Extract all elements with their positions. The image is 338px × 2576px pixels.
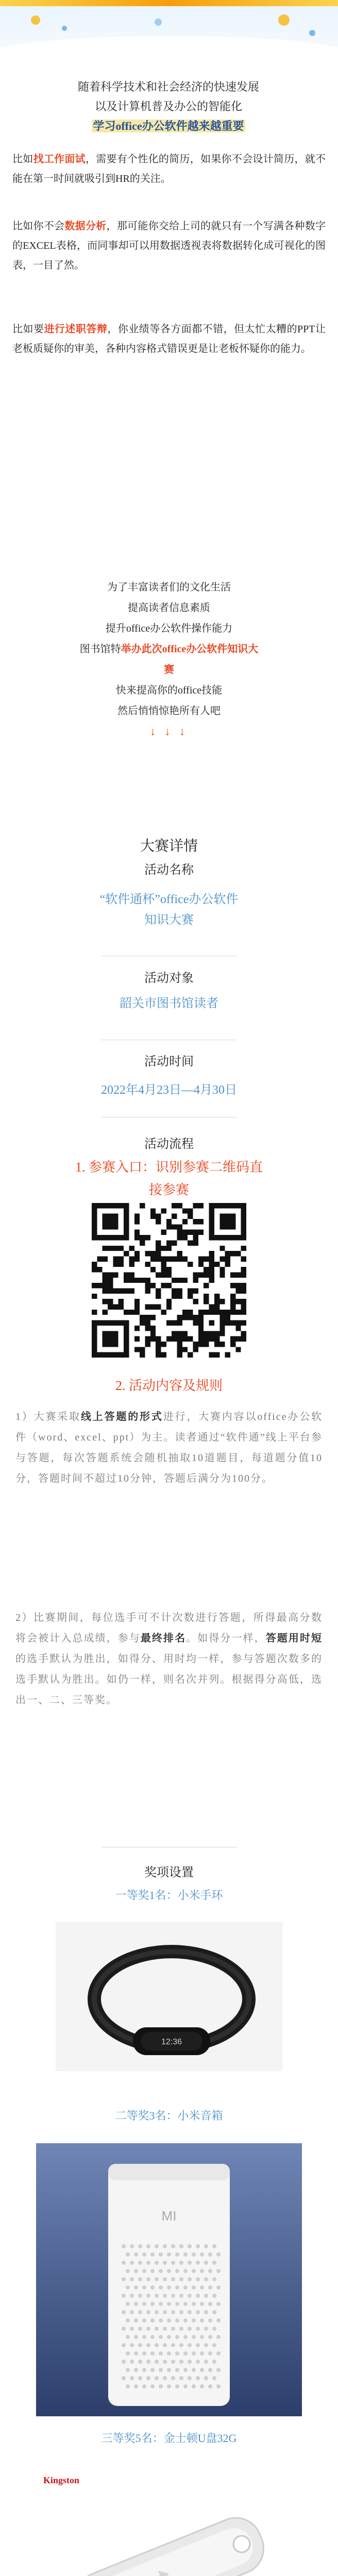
header-banner [0, 0, 338, 59]
para-highlight: 进行述职答辩 [44, 324, 108, 335]
mid-line: 为了丰富读者们的文化生活 [107, 582, 231, 593]
flow-label: 活动流程 [144, 1138, 194, 1151]
para-highlight: 找工作面试 [33, 154, 86, 165]
paragraph-defense [12, 319, 326, 359]
rule-text: 2）比赛期间，每位选手可不计次数进行答题，所得最高分数将会被计入总成绩，参与 [15, 1612, 323, 1644]
rule-1 [15, 1406, 323, 1489]
rule-bold: 最终排名 [140, 1633, 187, 1644]
speaker-icon [36, 2143, 302, 2416]
rule-text: 进行，大赛内容以office办公软件（word、excel、ppt）为主。读者通过“软件通”线上平台参与答题，每次答题系统会随机抽取10道题目，每道题分值10分，答题时间不超过10分钟，答题后满分为100分。 [15, 1411, 323, 1484]
rule-bold: 答题用时短 [265, 1633, 323, 1644]
name-value-line: 知识大赛 [144, 913, 194, 927]
mid-line-prefix: 图书馆特 [79, 643, 121, 655]
mid-line: 快来提高你的office技能 [115, 685, 223, 696]
step1-title [0, 1156, 338, 1201]
para-prefix: 比如 [12, 154, 33, 165]
mid-line: 提升office办公软件操作能力 [105, 623, 233, 634]
para-text: ，你业绩等各方面都不错，但太忙太糟的PPT让老板质疑你的审美，各种内容格式错误更是让老板怀疑你的能力。 [12, 324, 326, 354]
usb-icon [36, 2468, 302, 2576]
intro-highlight: 学习office办公软件越来越重要 [93, 120, 244, 132]
paragraph-resume [12, 149, 326, 189]
rule-text: 。如得分一样， [186, 1633, 266, 1644]
step1-line: 1. 参赛入口：识别参赛二维码直 [75, 1160, 263, 1175]
banner-dot [278, 14, 290, 26]
intro-line: 随着科学技术和社会经济的快速发展 [77, 80, 259, 93]
down-arrows: ↓ ↓ ↓ [150, 725, 188, 738]
rule-2 [15, 1607, 323, 1710]
svg-text:Kingston: Kingston [43, 2475, 80, 2485]
banner-stripe [0, 0, 338, 6]
target-value: 韶关市图书馆读者 [120, 997, 218, 1010]
time-label: 活动时间 [144, 1055, 194, 1069]
banner-dot [31, 15, 40, 25]
mid-line-red: 举办此次office办公软件知识大赛 [121, 643, 259, 675]
mi-band-icon [56, 1922, 282, 2071]
name-value [0, 889, 338, 930]
svg-text:12:36: 12:36 [161, 2038, 182, 2046]
step2-title: 2. 活动内容及规则 [115, 1378, 223, 1393]
banner-dot [309, 30, 315, 36]
target-label: 活动对象 [144, 972, 194, 985]
rule-text: 的选手默认为胜出，如得分、用时均一样，参与答题次数多的选手默认为胜出。如仍一样，则名次并列。根据得分高低，选出一、二、三等奖。 [15, 1653, 323, 1706]
para-text: ，需要有个性化的简历，如果你不会设计简历，就不能在第一时间就吸引到HR的关注。 [12, 154, 326, 184]
time-value: 2022年4月23日—4月30日 [101, 1083, 237, 1097]
mid-line-highlight [0, 639, 338, 680]
qr-code-icon[interactable] [92, 1203, 246, 1358]
usb-drive-image [36, 2468, 302, 2576]
intro-block [27, 77, 310, 136]
details-title: 大赛详情 [140, 838, 198, 854]
rule-bold: 线上答题的形式 [80, 1411, 163, 1422]
third-prize-label: 三等奖5名：金士顿U盘32G [101, 2432, 237, 2445]
para-highlight: 数据分析 [64, 221, 107, 232]
name-label: 活动名称 [144, 863, 194, 877]
mi-band-image [56, 1922, 282, 2071]
banner-dot [62, 26, 67, 31]
para-text: ，那可能你交给上司的就只有一个写满各种数字的EXCEL表格，而同事却可以用数据透视表将数据转化成可视化的图表，一目了然。 [12, 221, 326, 271]
first-prize-label: 一等奖1名：小米手环 [115, 1889, 223, 1902]
paragraph-data-analysis [12, 216, 326, 275]
para-prefix: 比如你不会 [12, 221, 65, 232]
awards-title: 奖项设置 [144, 1866, 194, 1879]
mid-line: 然后悄悄惊艳所有人吧 [117, 705, 221, 717]
mi-speaker-image [36, 2143, 302, 2416]
intro-highlight-line [27, 116, 310, 136]
mid-lines [0, 577, 338, 742]
para-prefix: 比如要 [12, 324, 44, 335]
rule-text: 1）大赛采取 [15, 1411, 81, 1422]
second-prize-label: 二等奖3名：小米音箱 [115, 2109, 223, 2122]
name-value-line: “软件通杯”office办公软件 [99, 893, 239, 906]
banner-dot [155, 19, 162, 26]
mid-line: 提高读者信息素质 [128, 602, 210, 614]
banner-wave [0, 36, 338, 59]
svg-text:MI: MI [161, 2208, 177, 2224]
divider [101, 1847, 237, 1848]
intro-line: 以及计算机普及办公的智能化 [94, 100, 242, 113]
step1-line: 接参赛 [148, 1182, 189, 1197]
